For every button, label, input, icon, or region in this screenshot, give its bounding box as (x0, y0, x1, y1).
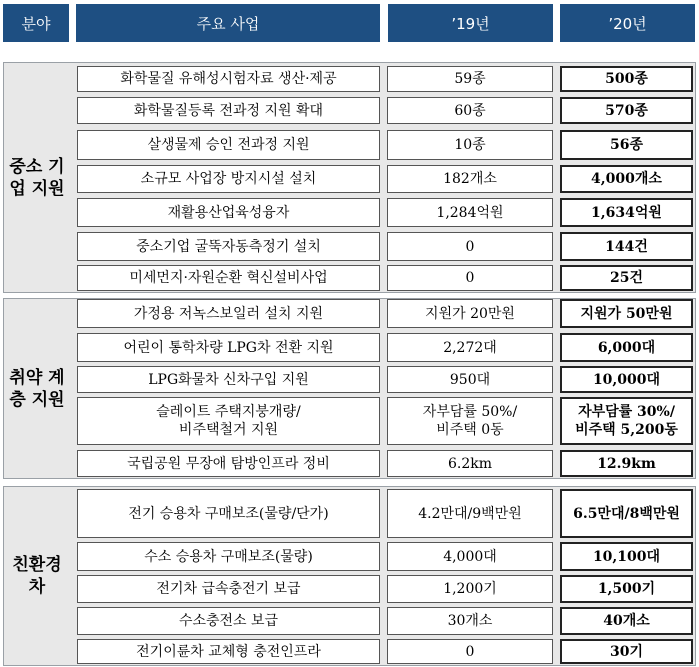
value-2020-cell: 500종 (560, 66, 693, 92)
project-cell: 화학물질등록 전과정 지원 확대 (77, 97, 380, 124)
project-cell: 슬레이트 주택지붕개량/ 비주택철거 지원 (77, 397, 380, 445)
value-2019-cell: 182개소 (387, 165, 553, 193)
value-2020-cell: 570종 (560, 97, 693, 124)
project-cell: 전기 승용차 구매보조(물량/단가) (77, 489, 380, 538)
project-cell: 국립공원 무장애 탐방인프라 정비 (77, 450, 380, 477)
value-2020-cell: 25건 (560, 265, 693, 291)
value-2020-cell: 4,000개소 (560, 165, 693, 193)
project-cell: 소규모 사업장 방지시설 설치 (77, 165, 380, 193)
value-2019-cell: 59종 (387, 66, 553, 92)
value-2019-cell: 1,284억원 (387, 198, 553, 227)
value-2020-cell: 144건 (560, 232, 693, 261)
value-2020-cell: 56종 (560, 130, 693, 160)
project-cell: 가정용 저녹스보일러 설치 지원 (77, 299, 380, 328)
value-2020-cell: 6,000대 (560, 333, 693, 362)
header-project: 주요 사업 (76, 4, 380, 42)
value-2019-cell: 60종 (387, 97, 553, 124)
value-2020-cell: 1,500기 (560, 575, 693, 603)
value-2019-cell: 0 (387, 639, 553, 664)
value-2019-cell: 자부담률 50%/ 비주택 0동 (387, 397, 553, 445)
header-field: 분야 (3, 4, 69, 42)
value-2019-cell: 950대 (387, 366, 553, 393)
value-2019-cell: 지원가 20만원 (387, 299, 553, 328)
value-2019-cell: 4,000대 (387, 542, 553, 571)
project-cell: 전기이륜차 교체형 충전인프라 (77, 639, 380, 664)
value-2019-cell: 4.2만대/9백만원 (387, 489, 553, 538)
header-2020: ’20년 (560, 4, 695, 42)
value-2019-cell: 2,272대 (387, 333, 553, 362)
project-cell: 화학물질 유해성시험자료 생산·제공 (77, 66, 380, 92)
value-2019-cell: 1,200기 (387, 575, 553, 603)
group-label: 중소 기업 지원 (9, 156, 65, 199)
value-2019-cell: 10종 (387, 130, 553, 160)
value-2020-cell: 1,634억원 (560, 198, 693, 227)
value-2020-cell: 6.5만대/8백만원 (560, 489, 693, 538)
value-2020-cell: 40개소 (560, 607, 693, 635)
group-label: 취약 계층 지원 (9, 367, 65, 410)
value-2019-cell: 30개소 (387, 607, 553, 635)
project-cell: 재활용산업육성융자 (77, 198, 380, 227)
value-2020-cell: 12.9km (560, 450, 693, 477)
project-cell: LPG화물차 신차구입 지원 (77, 366, 380, 393)
project-cell: 수소충전소 보급 (77, 607, 380, 635)
value-2020-cell: 지원가 50만원 (560, 299, 693, 328)
value-2020-cell: 10,100대 (560, 542, 693, 571)
value-2020-cell: 자부담률 30%/ 비주택 5,200동 (560, 397, 693, 445)
value-2020-cell: 30기 (560, 639, 693, 664)
value-2019-cell: 6.2km (387, 450, 553, 477)
value-2019-cell: 0 (387, 265, 553, 291)
value-2019-cell: 0 (387, 232, 553, 261)
project-cell: 전기차 급속충전기 보급 (77, 575, 380, 603)
project-cell: 미세먼지·자원순환 혁신설비사업 (77, 265, 380, 291)
project-cell: 살생물제 승인 전과정 지원 (77, 130, 380, 160)
value-2020-cell: 10,000대 (560, 366, 693, 393)
group-label: 친환경 차 (12, 555, 62, 597)
project-cell: 수소 승용차 구매보조(물량) (77, 542, 380, 571)
header-2019: ’19년 (388, 4, 553, 42)
project-cell: 중소기업 굴뚝자동측정기 설치 (77, 232, 380, 261)
project-cell: 어린이 통학차량 LPG차 전환 지원 (77, 333, 380, 362)
